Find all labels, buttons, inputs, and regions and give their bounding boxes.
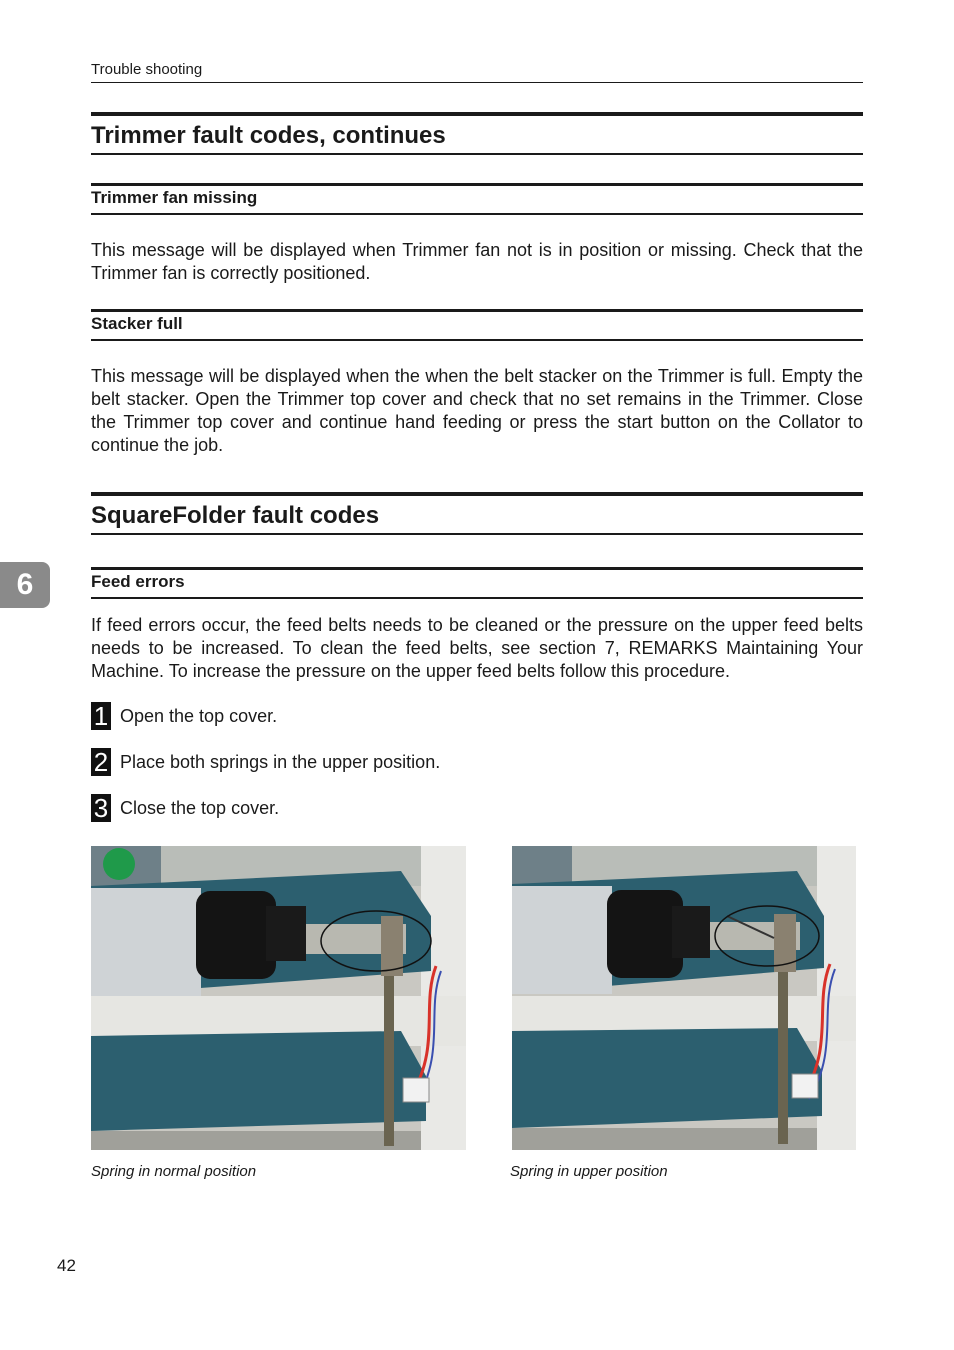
step-number: 3 [91, 794, 111, 822]
step-number: 1 [91, 702, 111, 730]
page-number: 42 [57, 1256, 76, 1275]
chapter-tab: 6 [0, 562, 50, 608]
running-header: Trouble shooting [91, 61, 863, 83]
paragraph-trimmer-fan-missing: This message will be displayed when Trimmer fan not is in position or missing. Check that the Trimmer fan is correctly positioned. [91, 240, 863, 283]
step-1 [91, 702, 277, 730]
section-title-trimmer: Trimmer fault codes, continues [91, 112, 863, 155]
step-3 [91, 794, 279, 822]
photo-spring-normal [91, 846, 466, 1150]
paragraph-stacker-full: This message will be displayed when the when the belt stacker on the Trimmer is full. Empty the belt stacker. Open the Trimmer top cover and check that no set remains in the Trimmer. Close the Trimmer top cover and continue hand feeding or press the start button on the Collator to continue the job. [91, 366, 863, 455]
subheading-stacker-full: Stacker full [91, 309, 863, 341]
subheading-feed-errors: Feed errors [91, 567, 863, 599]
step-number: 2 [91, 748, 111, 776]
subheading-trimmer-fan-missing: Trimmer fan missing [91, 183, 863, 215]
photo-spring-upper [512, 846, 856, 1150]
section-title-squarefolder: SquareFolder fault codes [91, 492, 863, 535]
step-text: Place both springs in the upper position. [120, 751, 441, 772]
caption-spring-upper: Spring in upper position [510, 1163, 668, 1180]
paragraph-feed-errors: If feed errors occur, the feed belts needs to be cleaned or the pressure on the upper feed belts needs to be increased. To clean the feed belts, see section 7, REMARKS Maintaining Your Machine. To increase the pressure on the upper feed belts follow this procedure. [91, 615, 863, 681]
step-text: Close the top cover. [120, 797, 280, 818]
caption-spring-normal: Spring in normal position [91, 1163, 257, 1180]
step-2 [91, 748, 440, 776]
step-text: Open the top cover. [120, 705, 278, 726]
